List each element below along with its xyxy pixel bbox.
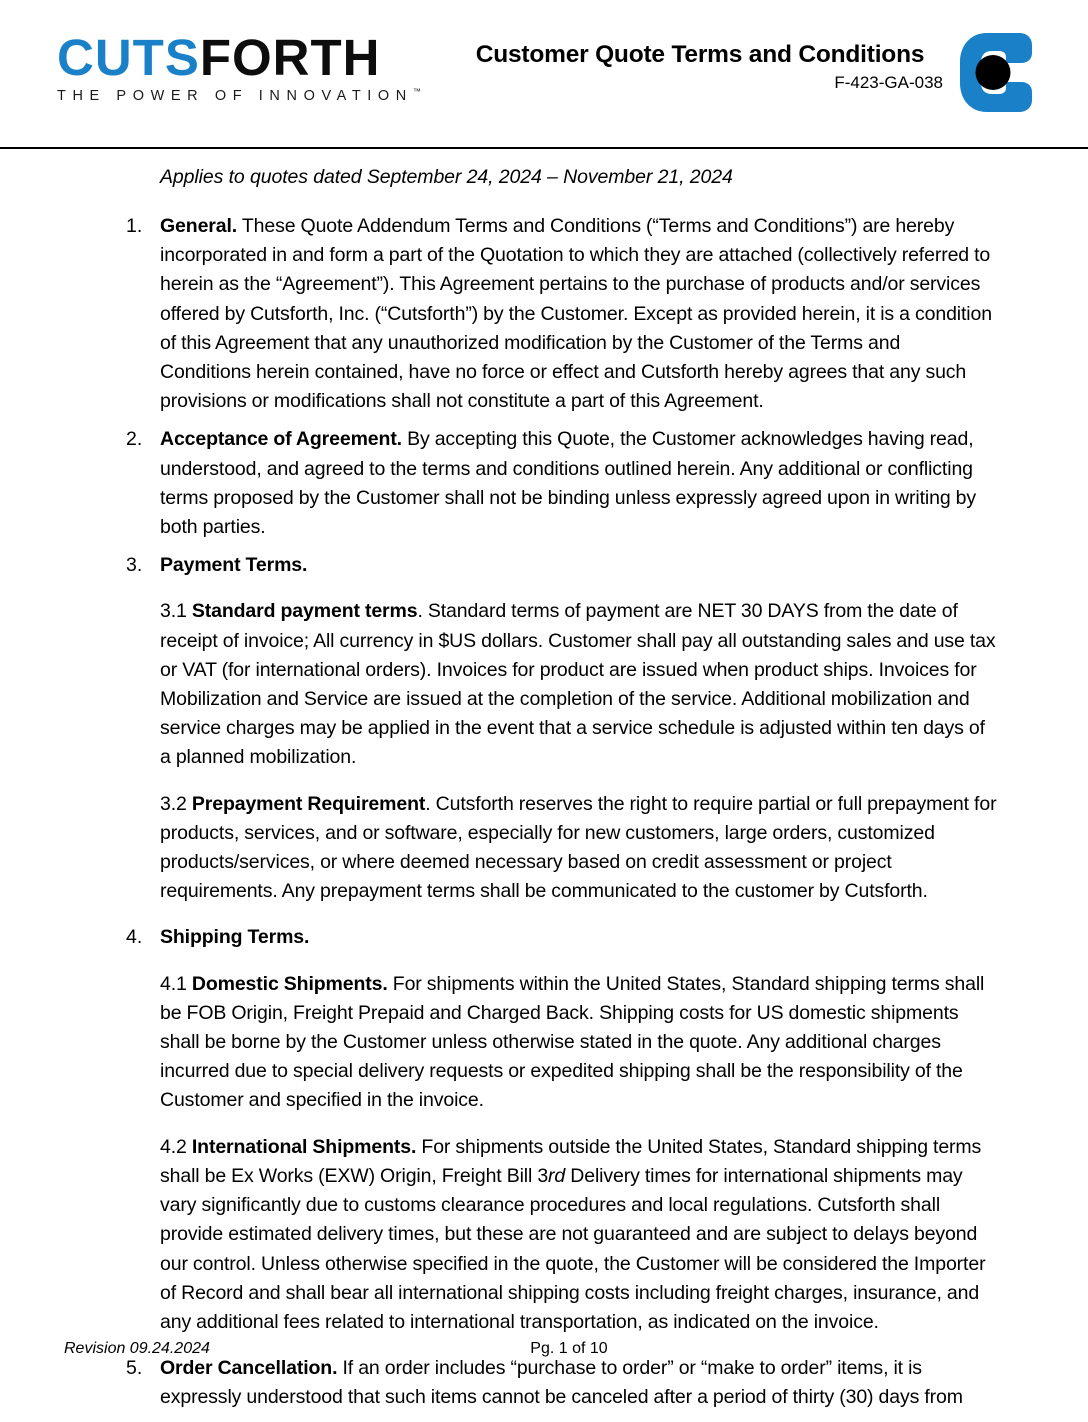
subclause-text: . Cutsforth reserves the right to require partial or full prepayment for products, services, and or software, especially for new customers, large orders, customized products/services, or where deemed necessary based on credit assessment or project requirements. Any prepayment terms shall be communicated to the customer by Cutsforth.: [160, 792, 997, 903]
subclause-text-before: For shipments outside the United States, Standard shipping terms shall be Ex Works (EXW) Origin, Freight Bill 3: [160, 1135, 982, 1187]
logo-tagline: [57, 87, 437, 104]
applies-to-line: Applies to quotes dated September 24, 2024 – November 21, 2024: [160, 166, 733, 188]
list-item-2: [0, 425, 1088, 542]
cutsforth-c-logo-icon: [957, 30, 1035, 115]
clause-heading: Acceptance of Agreement.: [160, 428, 402, 451]
clause-heading: Shipping Terms.: [160, 926, 310, 949]
subclause-text: . Standard terms of payment are NET 30 DAYS from the date of receipt of invoice; All currency in $US dollars. Customer shall pay all outstanding sales and use tax or VAT (for international orders). Invoices for product are issued when product ships. Invoices for Mobilization and Service are issued at the completion of the service. Additional mobilization and service charges may be applied in the event that a service schedule is adjusted within ten days of a planned mobilization.: [160, 600, 996, 769]
subclause-heading: Domestic Shipments.: [191, 972, 388, 995]
trademark-symbol: ™: [412, 87, 421, 96]
document-id: F-423-GA-038: [834, 73, 943, 92]
clause-heading: Payment Terms.: [160, 554, 308, 577]
clause-paragraph: [160, 212, 1088, 416]
subclause-3-2: [0, 790, 1088, 907]
clause-heading: General.: [160, 215, 238, 237]
page-number-label: Pg. 1 of 10: [530, 1340, 608, 1357]
logo-tagline-text: THE POWER OF INNOVATION: [57, 87, 413, 104]
subclause-heading: Standard payment terms: [191, 600, 418, 623]
subclause-3-1: [0, 597, 1088, 772]
list-marker: 1.: [126, 215, 143, 237]
logo-wordmark: [57, 29, 437, 86]
list-marker: 5.: [126, 1357, 143, 1380]
page-title: Customer Quote Terms and Conditions: [475, 41, 925, 68]
subclause-number: 4.2: [160, 1135, 192, 1158]
logo-wordmark-cuts: CUTS: [57, 29, 200, 86]
subclause-paragraph: [160, 970, 1088, 1116]
clause-paragraph: [160, 425, 1088, 542]
list-item-4: [0, 923, 1088, 952]
subclause-paragraph: [160, 790, 1088, 907]
clause-paragraph: [160, 923, 1088, 952]
subclause-paragraph: [160, 1133, 1088, 1337]
subclause-paragraph: [160, 597, 1088, 772]
subclause-number: 3.1: [160, 600, 192, 623]
page-header: [0, 0, 1088, 148]
subclause-number: 4.1: [160, 972, 192, 995]
subclause-4-2: [0, 1133, 1088, 1337]
revision-label: Revision 09.24.2024: [64, 1340, 210, 1357]
clause-heading: Order Cancellation.: [160, 1357, 338, 1380]
subclause-heading: International Shipments.: [191, 1135, 417, 1158]
list-marker: 4.: [126, 926, 143, 949]
subclause-text-after: Delivery times for international shipments may vary significantly due to customs clearance procedures and local regulations. Cutsforth shall provide estimated delivery times, but these are not guaranteed and are subject to delays beyond our control. Unless otherwise specified in the quote, the Customer will be considered the Importer of Record and shall bear all international shipping costs including freight charges, insurance, and any additional fees related to international transportation, as indicated on the invoice.: [160, 1164, 986, 1333]
clause-paragraph: [160, 551, 1088, 580]
clause-text: These Quote Addendum Terms and Conditions (“Terms and Conditions”) are hereby incorporated in and form a part of the Quotation to which they are attached (collectively referred to herein as the “Agreement”). This Agreement pertains to the purchase of products and/or services offered by Cutsforth, Inc. (“Cutsforth”) by the Customer. Except as provided herein, it is a condition of this Agreement that any unauthorized modification by the Customer of the Terms and Conditions herein contained, have no force or effect and Cutsforth hereby agrees that any such provisions or modifications shall not constitute a part of this Agreement.: [160, 215, 992, 413]
page-footer: [0, 1340, 1088, 1380]
terms-list: [0, 212, 1088, 1413]
subclause-text: For shipments within the United States, Standard shipping terms shall be FOB Origin, Freight Prepaid and Charged Back. Shipping costs for US domestic shipments shall be borne by the Customer unless otherwise stated in the quote. Any additional charges incurred due to special delivery requests or expedited shipping shall be the responsibility of the Customer and specified in the invoice.: [160, 972, 985, 1112]
document-body: [0, 147, 1088, 1422]
list-marker: 2.: [126, 428, 143, 451]
header-title-block: [455, 40, 945, 95]
logo-wordmark-forth: FORTH: [199, 29, 381, 86]
subclause-number: 3.2: [160, 792, 192, 815]
list-marker: 3.: [126, 554, 143, 577]
company-logo: [57, 29, 437, 104]
clause-text: By accepting this Quote, the Customer acknowledges having read, understood, and agreed to the terms and conditions outlined herein. Any additional or conflicting terms proposed by the Customer shall not be binding unless expressly agreed upon in writing by both parties.: [160, 428, 977, 539]
list-item-3: [0, 551, 1088, 580]
subclause-4-1: [0, 970, 1088, 1116]
list-item-1: [0, 212, 1088, 416]
subclause-ordinal-suffix: rd: [548, 1164, 566, 1187]
subclause-heading: Prepayment Requirement: [191, 792, 426, 815]
clause-text: If an order includes “purchase to order” or “make to order” items, it is expressly understood that such items cannot be canceled after a period of thirty (30) days from: [160, 1357, 963, 1409]
